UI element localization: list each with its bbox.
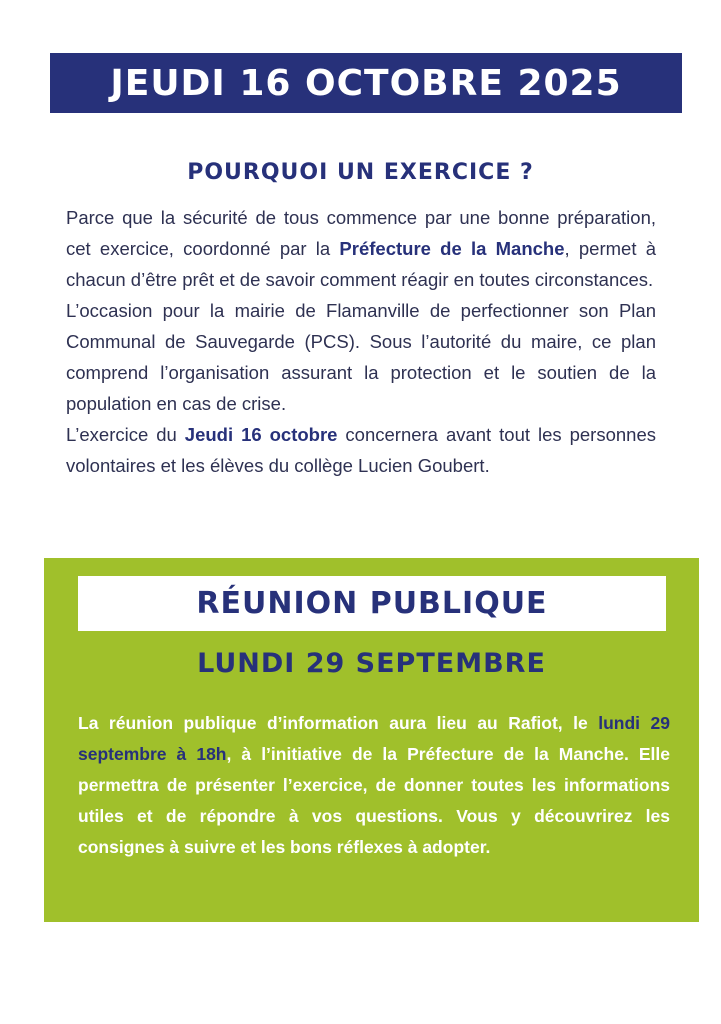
p3-text-a: L’exercice du: [66, 424, 185, 445]
meeting-title-box: [78, 576, 666, 631]
meeting-text-highlight: lundi 29 septembre à 18h: [78, 713, 670, 764]
meeting-text-a: La réunion publique d’information aura lieu au Rafiot, le: [78, 713, 599, 733]
meeting-title: RÉUNION PUBLIQUE: [196, 586, 548, 621]
p1-text-a: Parce que la sécurité de tous commence par une bonne préparation, cet exercice, coordonné par la: [66, 207, 656, 259]
exercise-section-title: POURQUOI UN EXERCICE ?: [187, 160, 534, 185]
exercise-paragraph-3: [66, 419, 656, 481]
meeting-text-b: , à l’initiative de la Préfecture de la Manche. Elle permettra de présenter l’exercice, de donner toutes les informations utiles et de répondre à vos questions. Vous y découvrirez les consignes à suivre et les bons réflexes à adopter.: [78, 744, 670, 857]
date-banner-text: JEUDI 16 OCTOBRE 2025: [110, 62, 622, 104]
p3-text-b: concernera avant tout les personnes volontaires et les élèves du collège Lucien Goubert.: [66, 424, 656, 476]
exercise-paragraph-1: [66, 202, 656, 295]
meeting-panel: [44, 558, 699, 922]
meeting-description: [78, 708, 670, 863]
exercise-paragraph-2: L’occasion pour la mairie de Flamanville de perfectionner son Plan Communal de Sauvegarde (PCS). Sous l’autorité du maire, ce plan comprend l’organisation assurant la protection et le soutien de la population en cas de crise.: [66, 300, 656, 414]
p1-text-b: , permet à chacun d’être prêt et de savoir comment réagir en toutes circonstances.: [66, 238, 656, 290]
date-banner: [50, 53, 682, 113]
meeting-date: LUNDI 29 SEPTEMBRE: [197, 648, 546, 679]
p3-bold-date: Jeudi 16 octobre: [184, 424, 338, 445]
p1-bold-prefecture: Préfecture de la Manche: [339, 238, 565, 259]
exercise-description: [66, 202, 656, 481]
